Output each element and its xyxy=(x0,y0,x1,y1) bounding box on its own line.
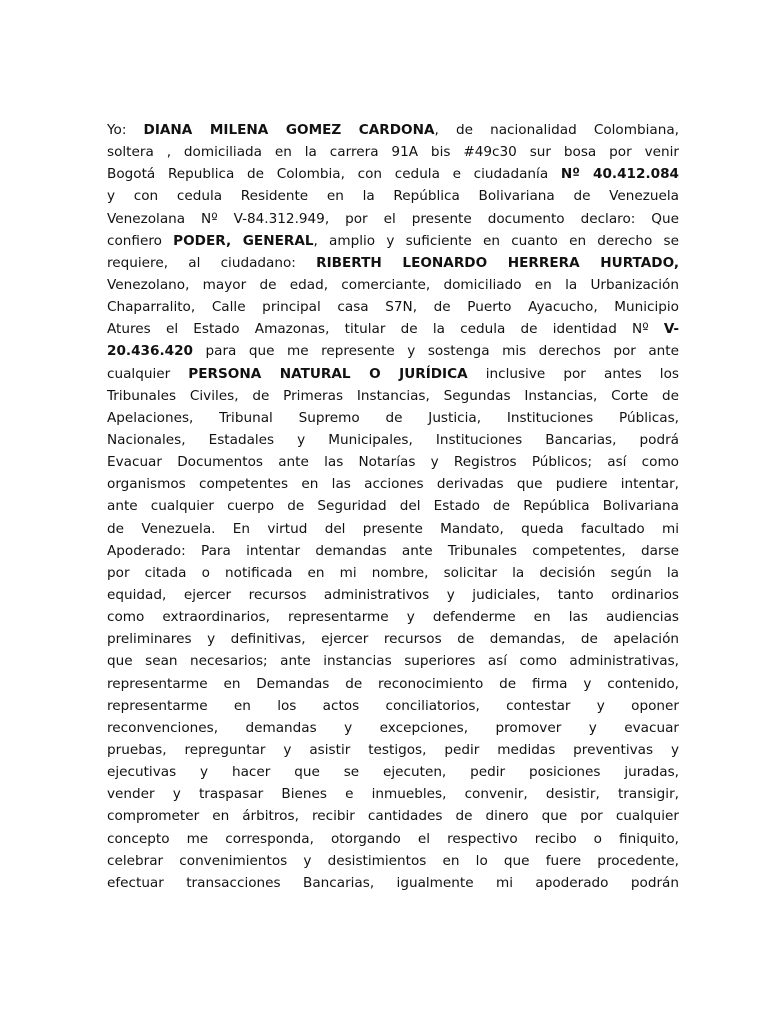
text-line xyxy=(107,252,679,274)
text-line xyxy=(107,407,679,429)
text-run: Apelaciones, Tribunal Supremo de Justicia, Instituciones Públicas, xyxy=(107,409,679,426)
text-line xyxy=(107,673,679,695)
text-line xyxy=(107,518,679,540)
text-line xyxy=(107,584,679,606)
text-line xyxy=(107,119,679,141)
text-run: Atures el Estado Amazonas, titular de la cedula de identidad Nº xyxy=(107,321,664,338)
text-line xyxy=(107,473,679,495)
document-body xyxy=(107,119,679,894)
text-run: pruebas, repreguntar y asistir testigos, pedir medidas preventivas y xyxy=(107,741,679,758)
bold-text: RIBERTH LEONARDO HERRERA HURTADO, xyxy=(316,254,679,271)
text-line xyxy=(107,628,679,650)
text-line xyxy=(107,163,679,185)
text-run: comprometer en árbitros, recibir cantidades de dinero que por cualquier xyxy=(107,808,679,825)
text-line xyxy=(107,828,679,850)
text-line xyxy=(107,141,679,163)
bold-text: DIANA MILENA GOMEZ CARDONA xyxy=(143,122,435,138)
bold-text: PODER, GENERAL xyxy=(173,232,314,249)
text-run: , amplio y suficiente en cuanto en derecho se xyxy=(313,232,679,249)
text-run: efectuar transacciones Bancarias, igualmente mi apoderado podrán xyxy=(107,874,679,891)
bold-text: 20.436.420 xyxy=(107,343,193,360)
text-run: para que me represente y sostenga mis derechos por ante xyxy=(193,343,679,360)
text-run: reconvenciones, demandas y excepciones, promover y evacuar xyxy=(107,719,679,736)
text-run: Venezolana Nº V-84.312.949, por el presente documento declaro: Que xyxy=(107,210,679,227)
text-line xyxy=(107,363,679,385)
text-line xyxy=(107,783,679,805)
text-line xyxy=(107,606,679,628)
text-run: Apoderado: Para intentar demandas ante Tribunales competentes, darse xyxy=(107,542,679,559)
text-line xyxy=(107,850,679,872)
text-run: Yo: xyxy=(107,122,144,138)
text-run: organismos competentes en las acciones derivadas que pudiere intentar, xyxy=(107,476,679,493)
text-run: Evacuar Documentos ante las Notarías y Registros Públicos; así como xyxy=(107,454,679,471)
text-run: que sean necesarios; ante instancias superiores así como administrativas, xyxy=(107,653,679,670)
text-run: celebrar convenimientos y desistimientos en lo que fuere procedente, xyxy=(107,852,679,869)
text-run: Nacionales, Estadales y Municipales, Instituciones Bancarias, podrá xyxy=(107,431,679,448)
text-run: ejecutivas y hacer que se ejecuten, pedir posiciones juradas, xyxy=(107,764,679,781)
text-line xyxy=(107,650,679,672)
text-line xyxy=(107,451,679,473)
text-run: preliminares y definitivas, ejercer recursos de demandas, de apelación xyxy=(107,631,679,648)
text-line xyxy=(107,761,679,783)
text-run: equidad, ejercer recursos administrativos y judiciales, tanto ordinarios xyxy=(107,586,679,603)
text-line xyxy=(107,717,679,739)
text-run: vender y traspasar Bienes e inmuebles, convenir, desistir, transigir, xyxy=(107,786,679,803)
text-line xyxy=(107,340,679,362)
bold-text: PERSONA NATURAL O JURÍDICA xyxy=(188,365,468,382)
text-line xyxy=(107,230,679,252)
text-line xyxy=(107,695,679,717)
text-run: concepto me corresponda, otorgando el respectivo recibo o finiquito, xyxy=(107,830,679,847)
text-run: , de nacionalidad Colombiana, xyxy=(434,122,679,138)
bold-text: V- xyxy=(663,321,679,338)
text-line xyxy=(107,385,679,407)
text-line xyxy=(107,185,679,207)
text-run: confiero xyxy=(107,232,174,249)
text-run: y con cedula Residente en la República Bolivariana de Venezuela xyxy=(107,188,679,205)
text-run: por citada o notificada en mi nombre, solicitar la decisión según la xyxy=(107,564,679,581)
text-line xyxy=(107,562,679,584)
text-line xyxy=(107,872,679,894)
text-line xyxy=(107,739,679,761)
text-run: inclusive por antes los xyxy=(467,365,679,382)
text-line xyxy=(107,429,679,451)
text-run: cualquier xyxy=(107,365,189,382)
text-line xyxy=(107,540,679,562)
text-line xyxy=(107,495,679,517)
text-line xyxy=(107,805,679,827)
text-line xyxy=(107,318,679,340)
text-run: Chaparralito, Calle principal casa S7N, de Puerto Ayacucho, Municipio xyxy=(107,299,679,316)
text-run: ante cualquier cuerpo de Seguridad del Estado de República Bolivariana xyxy=(107,498,679,515)
text-run: Venezolano, mayor de edad, comerciante, domiciliado en la Urbanización xyxy=(107,276,679,293)
text-run: de Venezuela. En virtud del presente Mandato, queda facultado mi xyxy=(107,520,679,537)
text-run: Tribunales Civiles, de Primeras Instancias, Segundas Instancias, Corte de xyxy=(107,387,679,404)
text-run: Bogotá Republica de Colombia, con cedula e ciudadanía xyxy=(107,166,561,183)
bold-text: Nº 40.412.084 xyxy=(560,166,679,183)
text-run: representarme en los actos conciliatorios, contestar y oponer xyxy=(107,697,679,714)
text-run: requiere, al ciudadano: xyxy=(107,254,317,271)
text-line xyxy=(107,208,679,230)
text-line xyxy=(107,274,679,296)
text-line xyxy=(107,296,679,318)
text-run: representarme en Demandas de reconocimiento de firma y contenido, xyxy=(107,675,679,692)
text-run: como extraordinarios, representarme y defenderme en las audiencias xyxy=(107,609,679,626)
text-run: soltera , domiciliada en la carrera 91A bis #49c30 sur bosa por venir xyxy=(107,144,679,161)
